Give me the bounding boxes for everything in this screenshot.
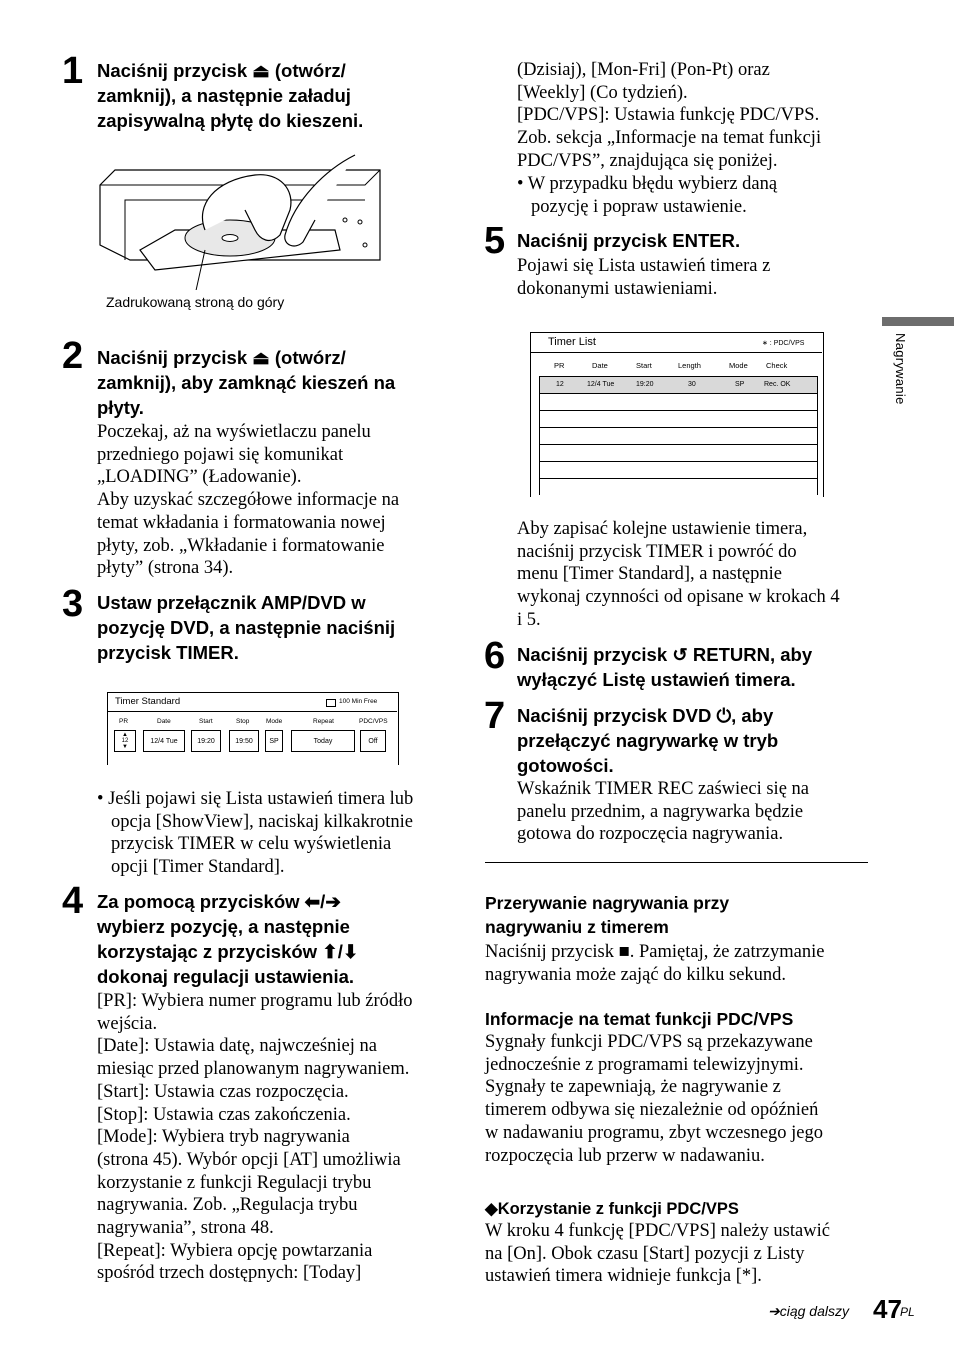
col-pdcvps: PDC/VPS [359,718,388,725]
step-5-heading: Naciśnij przycisk ENTER. [517,230,741,251]
step-5-body: Pojawi się Lista ustawień timera z dokonanymi ustawieniami. [517,256,771,299]
step-1-heading: Naciśnij przycisk ⏏ (otwórz/ zamknij), a następnie załaduj zapisywalną płytę do kieszeni. [97,60,364,131]
pdcvps-value: Off [360,730,386,752]
up-arrow-icon: ▲ [122,732,128,738]
step-4-heading: Za pomocą przycisków ⬅/➔ wybierz pozycję, a następnie korzystając z przycisków ⬆/⬇ dokonaj regulacji ustawienia. [97,891,359,987]
step-3-bullet [97,788,491,879]
col-pr: PR [119,718,129,725]
mode-value: SP [265,730,283,752]
disc-free-label: 100 Min Free [339,698,378,705]
bullet-icon: • [517,174,528,194]
col-repeat: Repeat [313,718,334,725]
step-3-number: 3 [62,583,84,625]
row-length: 30 [688,381,696,388]
empty-row-divider [540,410,817,411]
step-6-number: 6 [484,635,506,677]
step-5-after: Aby zapisać kolejne ustawienie timera, naciśnij przycisk TIMER i powróć do menu [Timer Standard], a następnie wykonaj czynności od opisane w krokach 4 i 5. [517,519,840,630]
down-arrow-icon: ▼ [122,744,128,750]
step-2-body: Poczekaj, aż na wyświetlaczu panelu przedniego pojawi się komunikat „LOADING” (Ładowanie). Aby uzyskać szczegółowe informacje na temat wkładania i formatowania nowej płyty, zob. „Wkładanie i formatowanie płyty” (strona 34). [97,422,400,579]
step-6-heading: Naciśnij przycisk ↺ RETURN, aby wyłączyć Listę ustawień timera. [517,644,813,690]
timer-list-table [539,376,818,495]
empty-row-divider [540,444,817,445]
list-col-mode: Mode [729,361,748,370]
list-col-check: Check [766,361,788,370]
timer-standard-title: Timer Standard [115,696,181,707]
disc-free-icon [326,699,336,707]
pr-value: 12 [121,738,129,744]
list-col-pr: PR [554,361,565,370]
timer-list-row [540,377,817,394]
row-pr: 12 [556,381,564,388]
step-3-heading: Ustaw przełącznik AMP/DVD w pozycję DVD, a następnie naciśnij przycisk TIMER. [97,592,396,663]
section-divider [485,862,868,863]
step-7-number: 7 [484,695,506,737]
step-7-heading: Naciśnij przycisk DVD ⏻, aby przełączyć nagrywarkę w tryb gotowości. [517,705,779,776]
page-suffix: PL [900,1305,915,1319]
pr-selector [114,730,136,752]
side-tab-bar [882,317,954,326]
step-4-body: [PR]: Wybiera numer programu lub źródło wejścia. [Date]: Ustawia datę, najwcześniej na miesiąc przed planowanym nagrywaniem. [Start]: Ustawia czas rozpoczęcia. [Stop]: Ustawia czas zakończenia. [Mode]: Wybiera tryb nagrywania (strona 45). Wybór opcji [AT] umożliwia korzystanie z funkcji Regulacji trybu nagrywania. Zob. „Regulacja trybu nagrywania”, strona 48. [Repeat]: Wybiera opcję powtarzania spośród trzech dostępnych: [Today] [97,991,413,1284]
col-start: Start [199,718,213,725]
col-stop: Stop [236,718,250,725]
section-interrupt-body: Naciśnij przycisk ■. Pamiętaj, że zatrzymanie nagrywania może zająć do kilku sekund. [485,942,825,985]
col-mode: Mode [266,718,283,725]
continued-label: ➔ciąg dalszy [768,1303,849,1319]
step-2-number: 2 [62,335,84,377]
step-2-heading: Naciśnij przycisk ⏏ (otwórz/ zamknij), aby zamknąć kieszeń na płyty. [97,347,396,418]
page-number: 47 [873,1294,902,1324]
row-check: Rec. OK [764,381,791,388]
step-4-continued: (Dzisiaj), [Mon-Fri] (Pon-Pt) oraz [Weekly] (Co tydzień). [PDC/VPS]: Ustawia funkcję PDC/VPS. Zob. sekcja „Informacje na temat funkcji PDC/VPS”, znajdująca się poniżej. [517,60,822,171]
step-4-number: 4 [62,880,84,922]
step-7-body: Wskaźnik TIMER REC zaświeci się na panelu przednim, a nagrywarka będzie gotowa do rozpoczęcia nagrywania. [517,779,809,845]
step-4-bullet-text: W przypadku błędu wybierz daną pozycję i popraw ustawienie. [527,174,778,217]
empty-row-divider [540,461,817,462]
step-1-number: 1 [62,50,84,92]
step-5-number: 5 [484,220,506,262]
date-value: 12/4 Tue [143,730,185,752]
step-4-bullet [517,173,891,218]
stop-value: 19:50 [229,730,259,752]
col-date: Date [157,718,171,725]
empty-row-divider [540,478,817,479]
row-start: 19:20 [636,381,654,388]
bullet-icon: • [97,789,109,809]
pdcvps-legend: ∗ : PDC/VPS [762,340,805,347]
timer-standard-screen [107,692,398,766]
start-value: 19:20 [191,730,221,752]
list-col-start: Start [636,361,652,370]
repeat-value: Today [291,730,355,752]
list-col-date: Date [592,361,608,370]
row-mode: SP [735,381,745,388]
section-pdcvps-body: Sygnały funkcji PDC/VPS są przekazywane jednocześnie z programami telewizyjnymi. Sygnały te zapewniają, że nagrywanie z timerem odbywa się niezależnie od opóźnień w nadawaniu programu, zbyt wczesnego jego rozpoczęcia lub przerw w nadawaniu. [485,1032,824,1166]
disc-loading-illustration [95,150,385,290]
section-using-pdcvps-body: W kroku 4 funkcję [PDC/VPS] należy ustawić na [On]. Obok czasu [Start] pozycji z Listy ustawień timera widnieje funkcja [*]. [485,1221,830,1287]
step-3-bullet-text: Jeśli pojawi się Lista ustawień timera lub opcja [ShowView], naciskaj kilkakrotnie przycisk TIMER w celu wyświetlenia opcji [Timer Standard]. [108,789,414,878]
timer-list-screen [530,332,824,496]
timer-list-title: Timer List [548,336,596,348]
illustration-caption: Zadrukowaną stroną do góry [106,294,285,310]
side-tab-label: Nagrywanie [893,333,908,405]
section-pdcvps-title: Informacje na temat funkcji PDC/VPS [485,1009,794,1029]
empty-row-divider [540,427,817,428]
section-using-pdcvps-title: ◆Korzystanie z funkcji PDC/VPS [485,1200,739,1218]
list-col-length: Length [678,361,701,370]
row-date: 12/4 Tue [587,381,615,388]
section-interrupt-title: Przerywanie nagrywania przy nagrywaniu z timerem [485,893,730,937]
